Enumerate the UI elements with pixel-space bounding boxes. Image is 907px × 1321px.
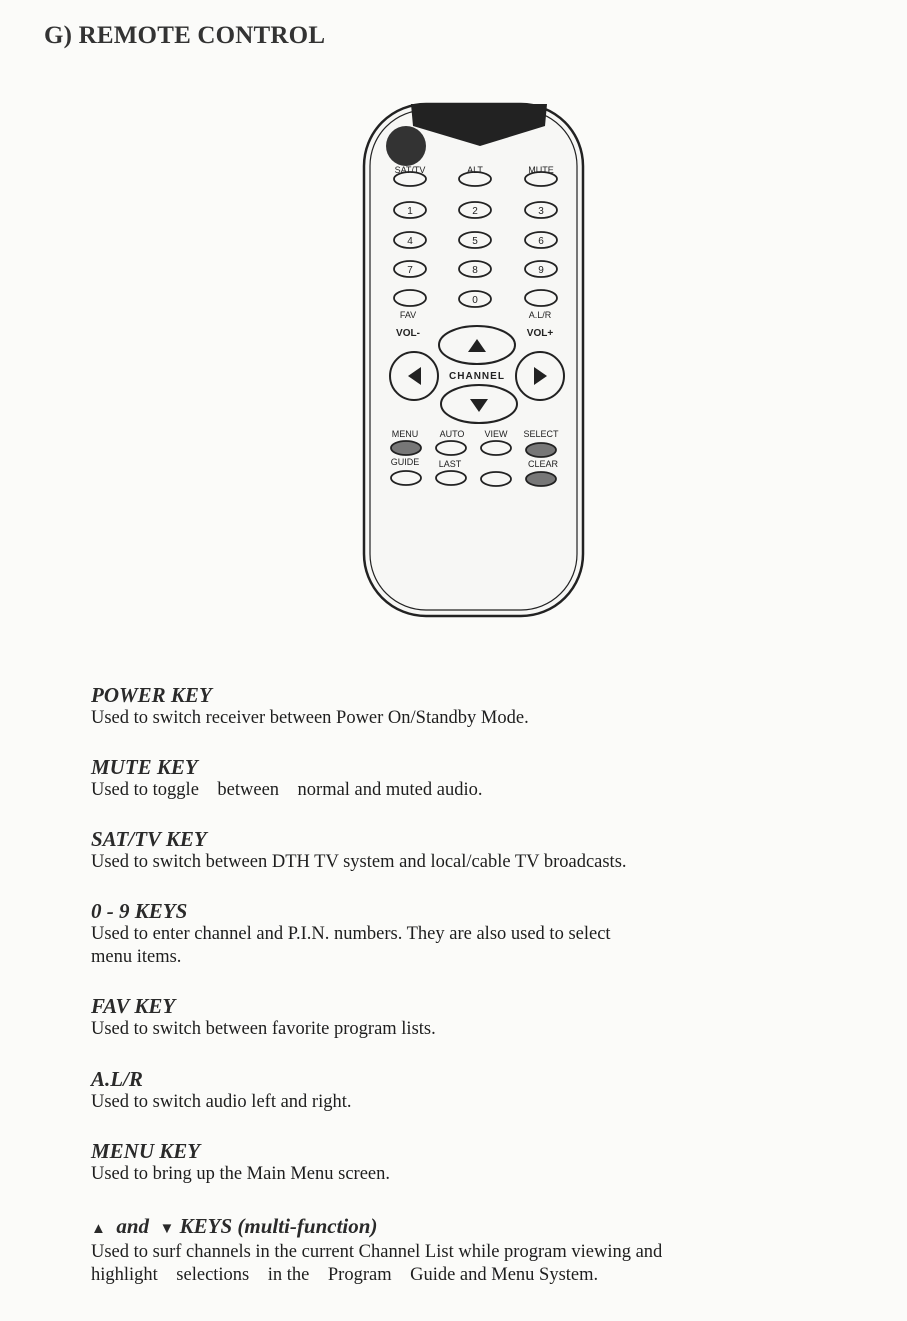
- page-title: G) REMOTE CONTROL: [44, 22, 326, 49]
- clear-button: [526, 472, 556, 486]
- section-body: Used to toggle between normal and muted audio.: [91, 780, 483, 800]
- section-heading: SAT/TV KEY: [91, 827, 207, 851]
- section-heading: FAV KEY: [91, 994, 176, 1018]
- up-triangle-icon: ▲: [91, 1221, 106, 1237]
- section-heading: MENU KEY: [91, 1139, 201, 1163]
- section-heading: A.L/R: [91, 1067, 143, 1091]
- alr-label: A.L/R: [528, 310, 552, 320]
- menu-button: [391, 441, 421, 455]
- section-body: Used to bring up the Main Menu screen.: [91, 1164, 391, 1184]
- section-body: Used to enter channel and P.I.N. numbers. They are also used to select: [91, 924, 611, 944]
- section-body: Used to switch between DTH TV system and local/cable TV broadcasts.: [91, 852, 627, 872]
- power-button: [386, 126, 426, 166]
- digit-9: 9: [538, 265, 544, 276]
- guide-label: GUIDE: [390, 457, 420, 467]
- digit-4: 4: [407, 236, 413, 247]
- arrow-keys-section: [91, 1214, 791, 1287]
- digit-8: 8: [472, 265, 478, 276]
- vol-plus-label: VOL+: [526, 328, 554, 339]
- digit-7: 7: [407, 265, 413, 276]
- clear-label: CLEAR: [527, 459, 559, 469]
- auto-label: AUTO: [439, 429, 465, 439]
- section-body: Used to switch audio left and right.: [91, 1092, 352, 1112]
- digit-5: 5: [472, 236, 478, 247]
- section-body: Used to switch receiver between Power On/Standby Mode.: [91, 708, 529, 728]
- digit-2: 2: [472, 206, 478, 217]
- section-heading: MUTE KEY: [91, 755, 198, 779]
- view-label: VIEW: [484, 429, 508, 439]
- section-body: Used to switch between favorite program lists.: [91, 1019, 436, 1039]
- last-label: LAST: [438, 459, 462, 469]
- vol-minus-label: VOL-: [396, 328, 420, 339]
- mute-key-section: [91, 755, 791, 802]
- channel-label: CHANNEL: [449, 371, 505, 382]
- sat-tv-label: SAT/TV: [394, 165, 426, 175]
- digit-3: 3: [538, 206, 544, 217]
- section-heading: [91, 1214, 791, 1241]
- fav-key-section: [91, 994, 791, 1041]
- remote-control-illustration: [0, 0, 907, 640]
- section-heading: POWER KEY: [91, 683, 212, 707]
- section-body: Used to surf channels in the current Channel List while program viewing and: [91, 1242, 663, 1262]
- power-key-section: [91, 683, 791, 730]
- select-button: [526, 443, 556, 457]
- down-triangle-icon: ▼: [159, 1221, 175, 1237]
- section-heading: 0 - 9 KEYS: [91, 899, 188, 923]
- sat-tv-key-section: [91, 827, 791, 874]
- digit-1: 1: [407, 206, 413, 217]
- section-body: menu items.: [91, 947, 182, 967]
- alr-section: [91, 1067, 791, 1114]
- heading-and: and: [116, 1214, 150, 1238]
- digit-0: 0: [472, 295, 478, 306]
- fav-label: FAV: [399, 310, 417, 320]
- mute-label: MUTE: [528, 165, 554, 175]
- menu-key-section: [91, 1139, 791, 1186]
- digit-keys-section: [91, 899, 791, 969]
- alt-label: ALT: [467, 165, 483, 175]
- select-label: SELECT: [523, 429, 559, 439]
- menu-label: MENU: [391, 429, 419, 439]
- section-body: highlight selections in the Program Guide and Menu System.: [91, 1265, 599, 1285]
- heading-rest: KEYS (multi-function): [179, 1214, 378, 1238]
- digit-6: 6: [538, 236, 544, 247]
